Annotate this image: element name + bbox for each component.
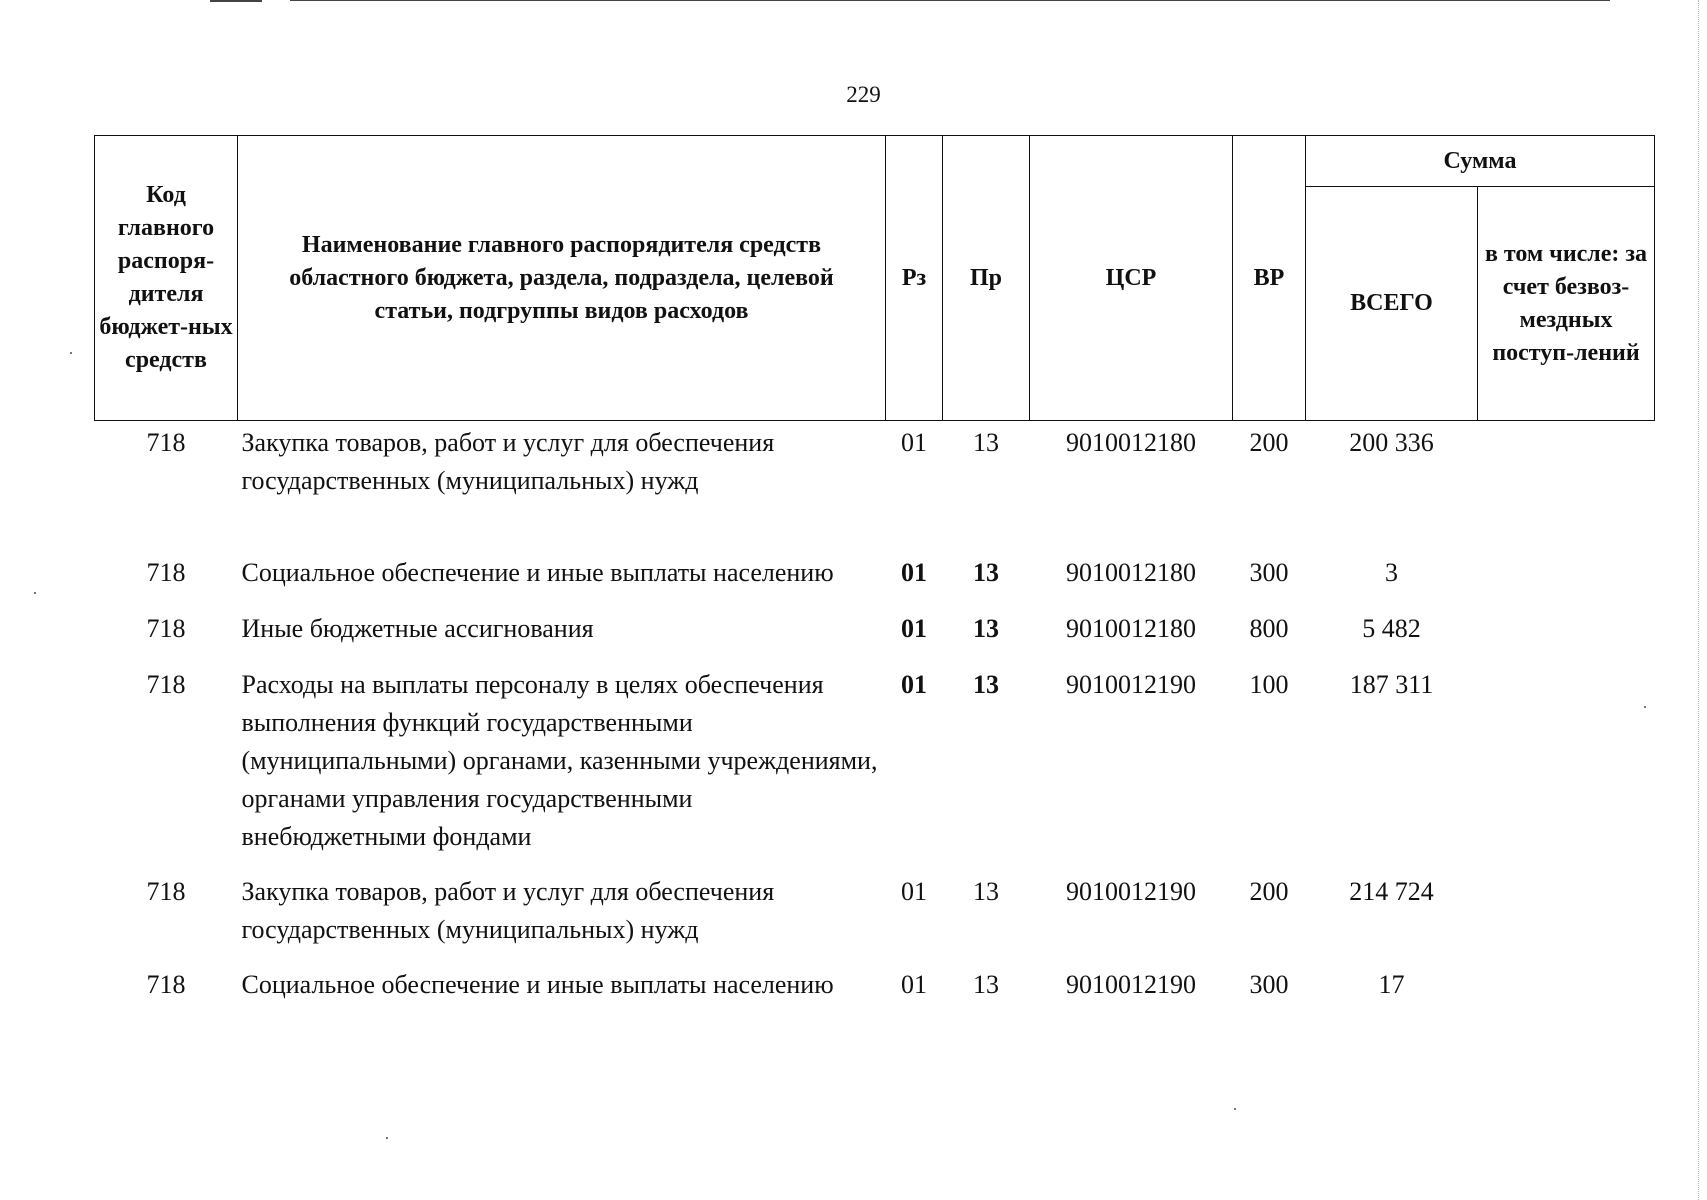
cell-pr: 13	[973, 670, 999, 699]
cell-code: 718	[146, 558, 186, 587]
scan-speck	[386, 1137, 388, 1139]
header-vr: ВР	[1233, 136, 1306, 421]
page-number: 229	[846, 82, 881, 107]
cell-total: 214 724	[1349, 877, 1434, 906]
cell-code: 718	[146, 614, 186, 643]
cell-csr: 9010012180	[1066, 614, 1196, 643]
cell-vr: 300	[1249, 558, 1289, 587]
cell-name: Иные бюджетные ассигнования	[241, 614, 594, 643]
cell-free	[1478, 949, 1655, 1004]
cell-csr: 9010012190	[1066, 877, 1196, 906]
cell-free	[1478, 421, 1655, 537]
cell-name: Закупка товаров, работ и услуг для обеспечения государственных (муниципальных) нужд	[241, 877, 775, 944]
header-free: в том числе: за счет безвоз-мездных поступ-лений	[1478, 187, 1655, 421]
cell-code: 718	[146, 428, 186, 457]
header-code: Код главного распоря-дителя бюджет-ных средств	[95, 136, 238, 421]
cell-pr: 13	[973, 877, 999, 906]
cell-free	[1478, 856, 1655, 949]
scan-speck	[1234, 1108, 1236, 1110]
scan-edge	[1698, 0, 1699, 1200]
cell-free	[1478, 648, 1655, 856]
cell-free	[1478, 536, 1655, 592]
table-row	[95, 949, 1655, 1004]
table-row	[95, 421, 1655, 537]
cell-csr: 9010012180	[1066, 558, 1196, 587]
table-row	[95, 648, 1655, 856]
cell-name: Закупка товаров, работ и услуг для обеспечения государственных (муниципальных) нужд	[241, 428, 775, 495]
cell-pr: 13	[973, 558, 999, 587]
header-rz: Рз	[886, 136, 943, 421]
scan-speck	[70, 352, 72, 354]
top-rule-left	[210, 0, 262, 2]
cell-code: 718	[146, 970, 186, 999]
scan-speck	[34, 592, 36, 594]
cell-rz: 01	[901, 970, 927, 999]
table-row	[95, 592, 1655, 648]
top-rule-right	[290, 0, 1610, 1]
cell-vr: 200	[1249, 428, 1289, 457]
cell-free	[1478, 592, 1655, 648]
cell-pr: 13	[973, 614, 999, 643]
cell-rz: 01	[901, 428, 927, 457]
header-csr: ЦСР	[1030, 136, 1233, 421]
table-row	[95, 856, 1655, 949]
cell-name: Социальное обеспечение и иные выплаты населению	[241, 558, 834, 587]
cell-rz: 01	[901, 614, 927, 643]
cell-pr: 13	[973, 428, 999, 457]
cell-total: 5 482	[1362, 614, 1421, 643]
table-header	[95, 136, 1655, 421]
cell-name: Расходы на выплаты персоналу в целях обеспечения выполнения функций государственными (муниципальными) органами, казенными учреждениями, органами управления государственными внебюджетными фондами	[241, 670, 878, 851]
header-total: ВСЕГО	[1306, 187, 1478, 421]
header-name: Наименование главного распорядителя средств областного бюджета, раздела, подраздела, целевой статьи, подгруппы видов расходов	[238, 136, 886, 421]
cell-code: 718	[146, 670, 186, 699]
table-body	[95, 421, 1655, 1005]
cell-total: 187 311	[1349, 670, 1434, 699]
header-row-1	[95, 136, 1655, 187]
table-row	[95, 536, 1655, 592]
cell-total: 200 336	[1349, 428, 1434, 457]
budget-table	[94, 135, 1655, 1004]
cell-csr: 9010012190	[1066, 670, 1196, 699]
cell-csr: 9010012190	[1066, 970, 1196, 999]
cell-rz: 01	[901, 877, 927, 906]
cell-pr: 13	[973, 970, 999, 999]
cell-csr: 9010012180	[1066, 428, 1196, 457]
cell-total: 3	[1385, 558, 1398, 587]
cell-code: 718	[146, 877, 186, 906]
header-sum: Сумма	[1306, 136, 1655, 187]
cell-rz: 01	[901, 670, 927, 699]
cell-name: Социальное обеспечение и иные выплаты населению	[241, 970, 834, 999]
cell-vr: 800	[1249, 614, 1289, 643]
scan-speck	[1644, 706, 1646, 708]
cell-rz: 01	[901, 558, 927, 587]
header-pr: Пр	[943, 136, 1030, 421]
cell-vr: 300	[1249, 970, 1289, 999]
cell-vr: 100	[1249, 670, 1289, 699]
cell-total: 17	[1378, 970, 1405, 999]
cell-vr: 200	[1249, 877, 1289, 906]
